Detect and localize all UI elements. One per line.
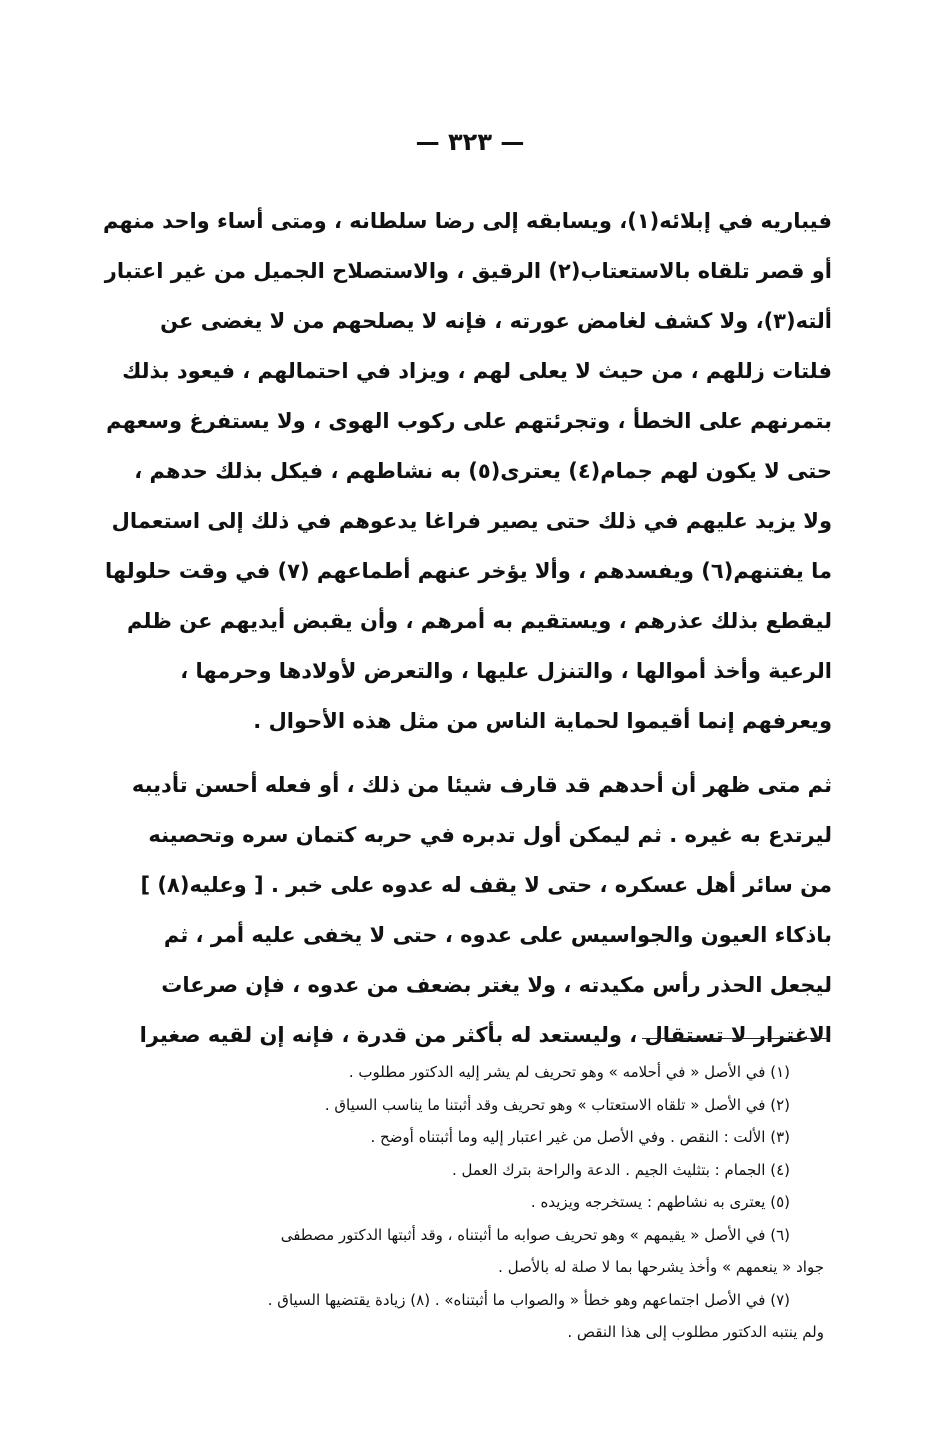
text-line: ألته(٣)، ولا كشف لغامض عورته ، فإنه لا يصلحهم من لا يغضى عن <box>160 309 832 333</box>
paragraph-2 <box>124 760 832 1060</box>
text-line: ثم متى ظهر أن أحدهم قد قارف شيئا من ذلك ، أو فعله أحسن تأديبه <box>131 773 832 797</box>
paragraph-gap <box>124 746 832 760</box>
footnote: (٦) في الأصل « يقيمهم » وهو تحريف صوابه ما أثبتناه ، وقد أثبتها الدكتور مصطفى <box>280 1225 790 1244</box>
paragraph-1 <box>102 196 832 746</box>
text-line: أو قصر تلقاه بالاستعتاب(٢) الرقيق ، والاستصلاح الجميل من غير اعتبار <box>104 259 832 283</box>
footnote: (٥) يعترى به نشاطهم : يستخرجه ويزيده . <box>530 1193 790 1211</box>
text-line: ويعرفهم إنما أقيموا لحماية الناس من مثل هذه الأحوال . <box>253 709 832 733</box>
text-line: باذكاء العيون والجواسيس على عدوه ، حتى لا يخفى عليه أمر ، ثم <box>163 923 832 947</box>
text-line: ليجعل الحذر رأس مكيدته ، ولا يغتر بضعف من عدوه ، فإن صرعات <box>161 973 832 997</box>
text-line: من سائر أهل عسكره ، حتى لا يقف له عدوه على خبر . [ وعليه(٨) ] <box>140 873 832 897</box>
footnote: (٤) الجمام : بتثليث الجيم . الدعة والراحة بترك العمل . <box>451 1160 790 1179</box>
text-line: حتى لا يكون لهم جمام(٤) يعترى(٥) به نشاطهم ، فيكل بذلك حدهم ، <box>134 459 832 483</box>
footnote-separator <box>642 1038 830 1039</box>
text-line: ما يفتنهم(٦) ويفسدهم ، وألا يؤخر عنهم أطماعهم (٧) في وقت حلولها <box>105 559 832 583</box>
text-line: بتمرنهم على الخطأ ، وتجرئتهم على ركوب الهوى ، ولا يستفرغ وسعهم <box>106 409 832 433</box>
footnote: (٣) الألت : النقص . وفي الأصل من غير اعتبار إليه وما أثبتناه أوضح . <box>370 1128 790 1146</box>
footnotes <box>130 1056 824 1349</box>
text-line: الرعية وأخذ أموالها ، والتنزل عليها ، والتعرض لأولادها وحرمها ، <box>180 659 832 683</box>
text-line: فيباريه في إبلائه(١)، ويسابقه إلى رضا سلطانه ، ومتى أساء واحد منهم <box>102 209 832 233</box>
footnote: (٢) في الأصل « تلقاه الاستعتاب » وهو تحريف وقد أثبتنا ما يناسب السياق . <box>324 1095 790 1114</box>
text-line: الاغترار لا تستقال ، وليستعد له بأكثر من قدرة ، فإنه إن لقيه صغيرا <box>139 1023 832 1047</box>
body-text <box>102 196 832 1060</box>
text-line: ليقطع بذلك عذرهم ، ويستقيم به أمرهم ، وأن يقبض أيديهم عن ظلم <box>127 609 832 633</box>
footnote: (٧) في الأصل اجتماعهم وهو خطأ « والصواب ما أثبتناه» . (٨) زيادة يقتضيها السياق . <box>267 1290 790 1309</box>
text-line: ولا يزيد عليهم في ذلك حتى يصير فراغا يدعوهم في ذلك إلى استعمال <box>111 509 832 533</box>
text-line: فلتات زللهم ، من حيث لا يعلى لهم ، ويزاد في احتمالهم ، فيعود بذلك <box>122 359 832 383</box>
text-line: ليرتدع به غيره . ثم ليمكن أول تدبره في حربه كتمان سره وتحصينه <box>148 823 832 847</box>
footnote-continuation: جواد « ينعمهم » وأخذ يشرحها بما لا صلة له بالأصل . <box>498 1258 824 1276</box>
footnote: (١) في الأصل « في أحلامه » وهو تحريف لم يشر إليه الدكتور مطلوب . <box>348 1063 790 1081</box>
page-number: — ٣٢٣ — <box>415 128 525 156</box>
footnote-continuation: ولم ينتبه الدكتور مطلوب إلى هذا النقص . <box>567 1323 824 1341</box>
